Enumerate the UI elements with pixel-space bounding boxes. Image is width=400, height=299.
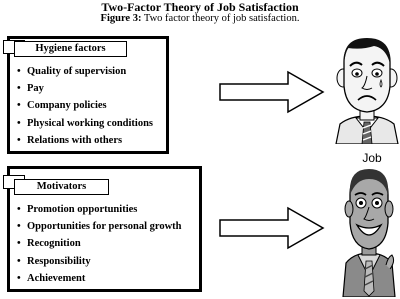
figure-caption-label: Figure 3: bbox=[100, 13, 142, 24]
motivators-list bbox=[17, 201, 182, 287]
arrow-right-icon bbox=[218, 206, 326, 250]
hygiene-factors-list bbox=[17, 63, 153, 149]
list-item: • Quality of supervision bbox=[17, 63, 153, 80]
figure-caption bbox=[0, 13, 400, 25]
happy-man-icon bbox=[342, 165, 396, 297]
job-label: Job bbox=[362, 151, 382, 165]
list-item: • Achievement bbox=[17, 270, 182, 287]
page-title: Two-Factor Theory of Job Satisfaction bbox=[101, 0, 299, 14]
list-item: • Promotion opportunities bbox=[17, 201, 182, 218]
list-item: • Relations with others bbox=[17, 132, 153, 149]
list-item: • Company policies bbox=[17, 97, 153, 114]
list-item: • Opportunities for personal growth bbox=[17, 218, 182, 235]
arrow-right-icon bbox=[218, 70, 326, 114]
motivators-heading: Motivators bbox=[14, 179, 109, 195]
hygiene-factors-heading: Hygiene factors bbox=[14, 41, 127, 57]
list-item: • Physical working conditions bbox=[17, 115, 153, 132]
figure-caption-text: Two factor theory of job satisfaction. bbox=[141, 13, 300, 24]
list-item: • Recognition bbox=[17, 235, 182, 252]
list-item: • Pay bbox=[17, 80, 153, 97]
sad-man-icon bbox=[334, 32, 400, 144]
list-item: • Responsibility bbox=[17, 253, 182, 270]
